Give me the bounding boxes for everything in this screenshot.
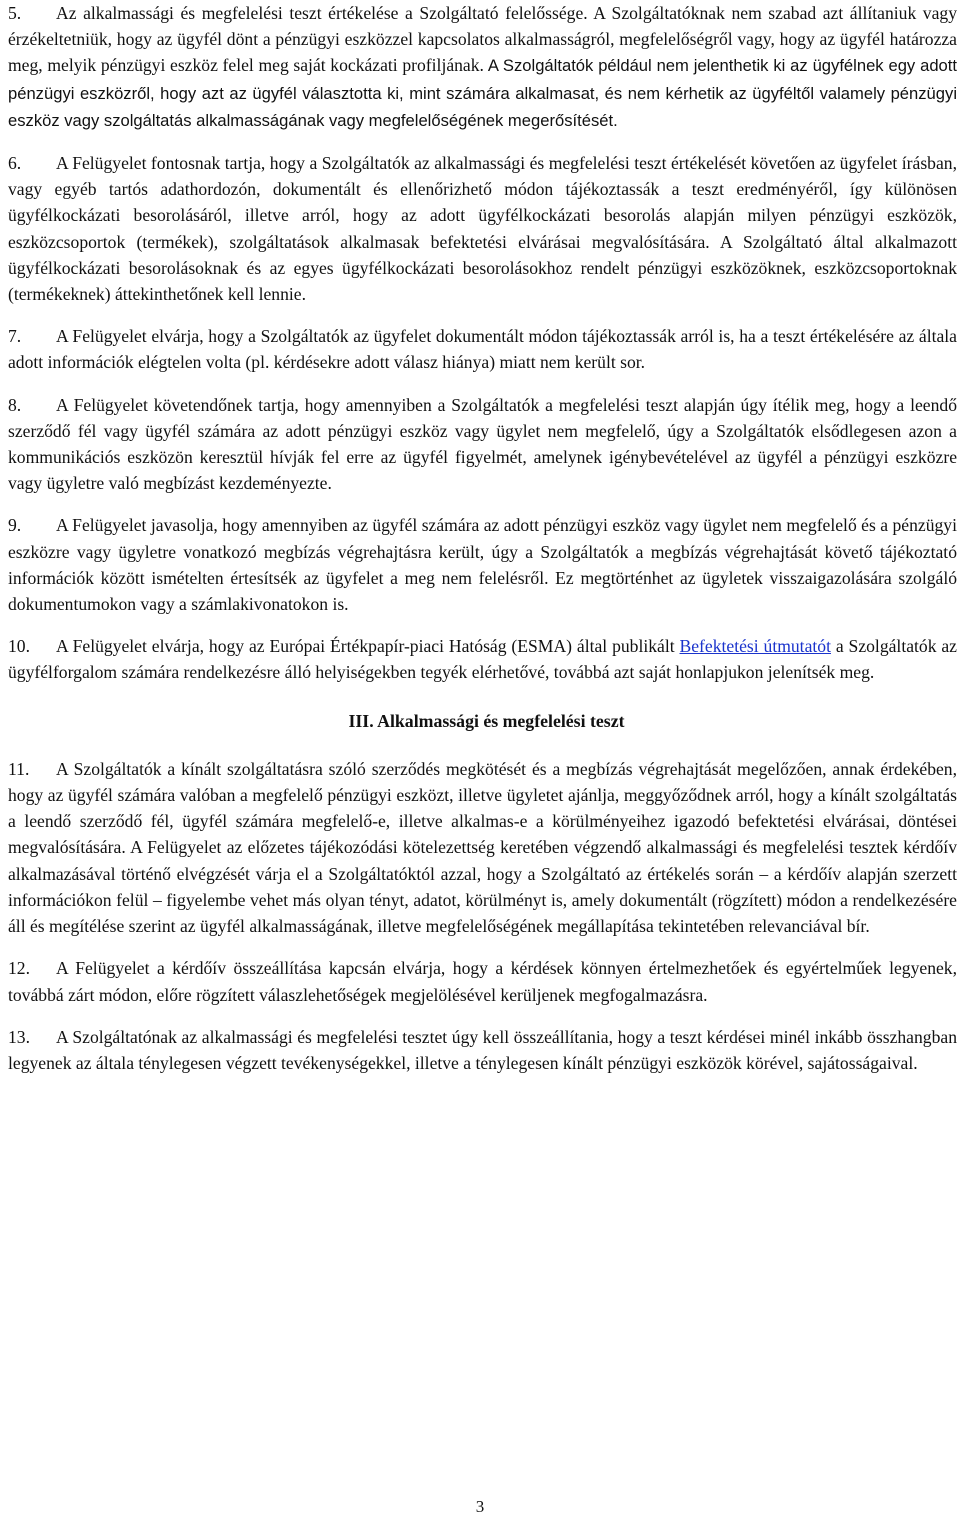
paragraph-number: 10.: [8, 636, 30, 657]
paragraph-text: A Felügyelet fontosnak tartja, hogy a Szolgáltatók az alkalmassági és megfelelési teszt értékelését követően az ügyfelet írásban, vagy egyéb tartós adathordozón, dokumentált és ellenőrizhető módon tájékoztassák a teszt eredményéről, így különösen ügyfélkockázati besorolásáról, illetve arról, hogy az adott ügyfélkockázati besorolás alapján milyen pénzügyi eszközök, eszközcsoportok (termékek), szolgáltatások alkalmasak befektetési elvárásai megvalósítására. A Szolgáltató által alkalmazott ügyfélkockázati besorolásoknak és az egyes ügyfélkockázati besorolásokhoz rendelt pénzügyi eszközöknek, eszközcsoportoknak (termékeknek) áttekinthetőnek kell lennie.: [8, 153, 957, 305]
section-heading: III. Alkalmassági és megfelelési teszt: [348, 710, 625, 731]
paragraph-text: A Szolgáltatónak az alkalmassági és megfelelési tesztet úgy kell összeállítania, hogy a teszt kérdései minél inkább összhangban legyenek az általa ténylegesen végzett tevékenységekkel, illetve a ténylegesen kínált pénzügyi eszközök körével, sajátosságaival.: [8, 1026, 957, 1073]
paragraph-text: Az alkalmassági és megfelelési teszt értékelése a Szolgáltató felelőssége. A Szolgáltatóknak nem szabad azt állítaniuk vagy érzékeltetniük, hogy az ügyfél dönt a pénzügyi eszközzel kapcsolatos alkalmasságról, megfelelőségről vagy, hogy az ügyfél határozza meg, melyik pénzügyi eszköz felel meg saját kockázati profiljának.: [8, 3, 957, 76]
paragraph-text: A Felügyelet elvárja, hogy az Európai Értékpapír-piaci Hatóság (ESMA) által publikált: [56, 636, 680, 657]
paragraph-7: [8, 323, 957, 375]
paragraph-number: 7.: [8, 326, 22, 347]
paragraph-10: [8, 633, 957, 685]
paragraph-number: 12.: [8, 958, 30, 979]
paragraph-9: [8, 512, 957, 617]
paragraph-8: [8, 392, 957, 497]
page-number: 3: [475, 1497, 485, 1516]
paragraph-text-continued: a Szolgáltatók az ügyfélforgalom számára rendelkezésre álló helyiségekben tegyék elérhetővé, továbbá azt saját honlapjukon jelenítsék meg.: [8, 636, 957, 683]
document-page: [8, 0, 957, 1076]
paragraph-text-continued: A Szolgáltatók például nem jelenthetik ki az ügyfélnek egy adott pénzügyi eszközről, hogy azt az ügyfél választotta ki, mint számára alkalmasat, és nem kérhetik az ügyféltől valamely pénzügyi eszköz vagy szolgáltatás alkalmasságának vagy megfelelőségének megerősítését.: [8, 56, 957, 130]
paragraph-text: A Felügyelet követendőnek tartja, hogy amennyiben a Szolgáltatók a megfelelési teszt alapján úgy ítélik meg, hogy a leendő szerződő fél vagy ügyfél számára az adott pénzügyi eszköz vagy ügylet nem megfelelő, úgy a Szolgáltatók elsődlegesen azon a kommunikációs eszközön keresztül hívják fel erre az ügyfél figyelmét, amelynek igénybevételével az ügyfél a pénzügyi eszközre vagy ügyletre való megbízást kezdeményezte.: [8, 394, 957, 494]
paragraph-6: [8, 150, 957, 307]
paragraph-text: A Felügyelet elvárja, hogy a Szolgáltatók az ügyfelet dokumentált módon tájékoztassák arról is, ha a teszt értékelésére az általa adott információk elégtelen volta (pl. kérdésekre adott válasz hiánya) miatt nem került sor.: [8, 326, 957, 373]
paragraph-5: [8, 0, 957, 134]
paragraph-13: [8, 1024, 957, 1076]
paragraph-text: A Szolgáltatók a kínált szolgáltatásra szóló szerződés megkötését és a megbízás végrehajtását megelőzően, annak érdekében, hogy az ügyfél számára valóban a megfelelő pénzügyi eszközt, illetve ügyletet ajánlja, meggyőződnek arról, hogy a kínált szolgáltatás a leendő szerződő fél, ügyfél számára megfelelő-e, illetve alkalmas-e a körülményeihez igazodó befektetési elvárásai, döntései megvalósítására. A Felügyelet az előzetes tájékozódási kötelezettség keretében végzendő alkalmassági és megfelelési tesztek kérdőív alkalmazásával történő elvégzését várja el a Szolgáltatóktól azzal, hogy a Szolgáltató az értékelés során – a kérdőív alapján szerzett információkon felül – figyelembe vehet más olyan tényt, adatot, körülményt is, amely dokumentált (rögzített) módon a rendelkezésére áll és megítélése szerint az ügyfél alkalmasságának, illetve megfelelőségének megállapítása tekintetében relevanciával bír.: [8, 758, 957, 937]
paragraph-11: [8, 756, 957, 939]
paragraph-12: [8, 955, 957, 1007]
paragraph-number: 6.: [8, 153, 22, 174]
paragraph-text: A Felügyelet javasolja, hogy amennyiben az ügyfél számára az adott pénzügyi eszköz vagy ügylet nem megfelelő és a pénzügyi eszközre vagy ügyletre vonatkozó megbízás végrehajtásra került, úgy a Szolgáltatók a megbízás végrehajtását követő tájékoztató információk között ismételten értesítsék az ügyfelet a meg nem felelésről. Ez megtörténhet az ügyletek visszaigazolására szolgáló dokumentumokon vagy a számlakivonatokon is.: [8, 515, 957, 615]
paragraph-number: 5.: [8, 3, 22, 23]
paragraph-number: 11.: [8, 758, 30, 779]
paragraph-number: 13.: [8, 1026, 30, 1047]
paragraph-number: 9.: [8, 515, 22, 536]
paragraph-number: 8.: [8, 394, 22, 415]
paragraph-text: A Felügyelet a kérdőív összeállítása kapcsán elvárja, hogy a kérdések könnyen értelmezhetőek és egyértelműek legyenek, továbbá zárt módon, előre rögzített válaszlehetőségek megjelölésével kerüljenek megfogalmazásra.: [8, 958, 957, 1005]
befektetesi-utmutato-link[interactable]: Befektetési útmutatót: [679, 636, 831, 657]
